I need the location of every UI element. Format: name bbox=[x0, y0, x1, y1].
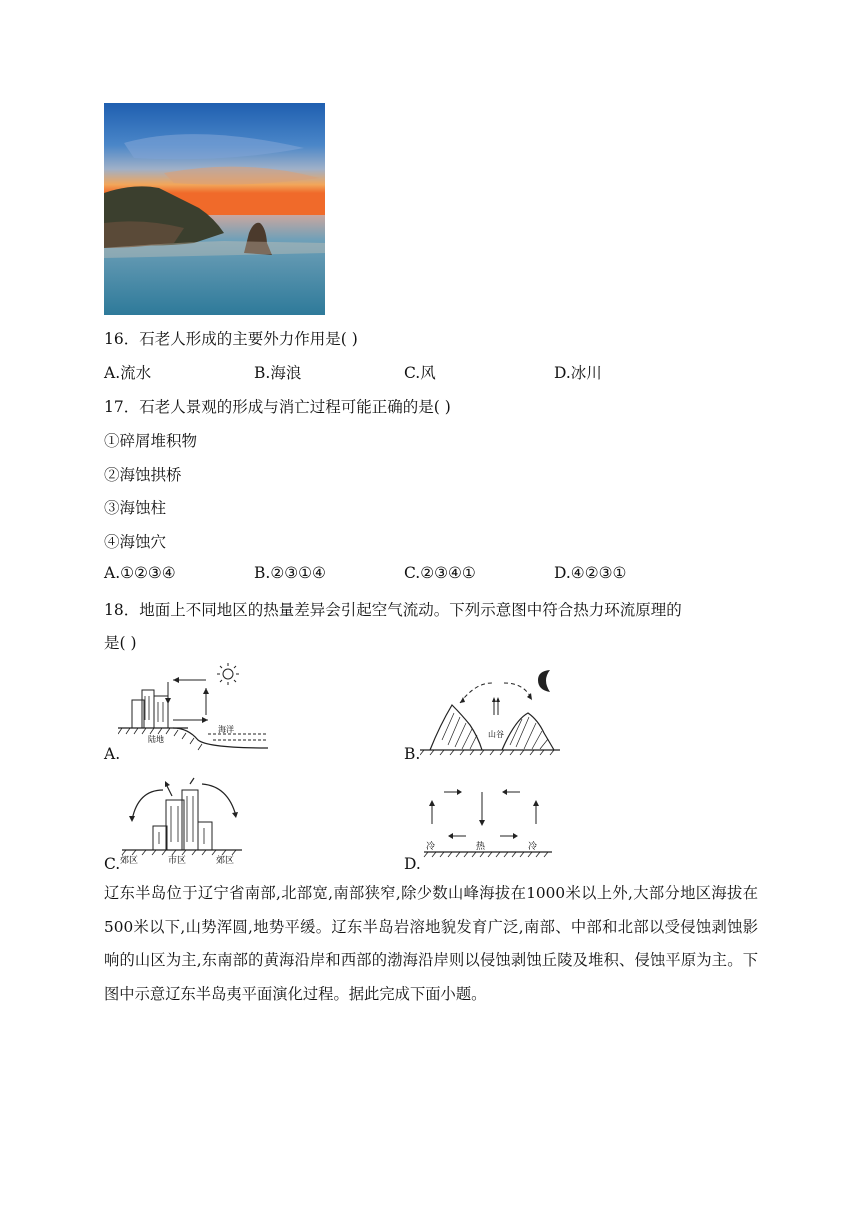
q18-d-hot-text: 热 bbox=[476, 842, 486, 852]
q16-option-b: B.海浪 bbox=[254, 364, 302, 382]
q18-a-land-text: 陆地 bbox=[148, 735, 164, 744]
q18-a-sea-text: 海洋 bbox=[218, 725, 234, 734]
sea-stack-photo bbox=[104, 103, 325, 315]
q18-stem-line1: 18．地面上不同地区的热量差异会引起空气流动。下列示意图中符合热力环流原理的 bbox=[104, 601, 682, 619]
q18-c-city-text: 市区 bbox=[168, 856, 187, 866]
q18-diagram-a-label: A. bbox=[104, 745, 121, 763]
q18-c-suburb-left-text: 郊区 bbox=[120, 856, 139, 866]
q17-item-4: ④海蚀穴 bbox=[104, 533, 167, 551]
passage-liaodong-peninsula: 辽东半岛位于辽宁省南部,北部宽,南部狭窄,除少数山峰海拔在1000米以上外,大部分地区海拔在500米以下,山势浑圆,地势平缓。辽东半岛岩溶地貌发育广泛,南部、中部和北部以受侵蚀剥蚀影响的山区为主,东南部的黄海沿岸和西部的渤海沿岸则以侵蚀剥蚀丘陵及堆积、侵蚀平原为主。下图中示意辽东半岛夷平面演化过程。据此完成下面小题。 bbox=[104, 884, 758, 1003]
q18-stem-line2: 是( ) bbox=[104, 634, 137, 652]
q17-option-d: D.④②③① bbox=[554, 564, 627, 582]
q18-diagram-c-label: C. bbox=[104, 855, 121, 873]
q18-diagram-d bbox=[420, 780, 560, 865]
q17-item-3: ③海蚀柱 bbox=[104, 499, 167, 517]
q18-diagram-b bbox=[420, 665, 580, 760]
sun-icon bbox=[217, 663, 239, 685]
q18-d-cold-left-text: 冷 bbox=[426, 842, 436, 852]
q16-option-c: C.风 bbox=[404, 364, 436, 382]
q16-option-a: A.流水 bbox=[104, 364, 152, 382]
q18-diagram-b-label: B. bbox=[404, 745, 421, 763]
q18-c-suburb-right-text: 郊区 bbox=[216, 856, 235, 866]
q18-diagram-c bbox=[118, 770, 258, 868]
q17-stem: 17．石老人景观的形成与消亡过程可能正确的是( ) bbox=[104, 398, 451, 416]
q18-b-valley-text: 山谷 bbox=[488, 730, 504, 739]
q17-item-2: ②海蚀拱桥 bbox=[104, 466, 182, 484]
q17-item-1: ①碎屑堆积物 bbox=[104, 432, 198, 450]
moon-icon bbox=[538, 670, 550, 692]
q18-diagram-a bbox=[118, 660, 278, 760]
q18-diagram-d-label: D. bbox=[404, 855, 421, 873]
q18-d-cold-right-text: 冷 bbox=[528, 842, 538, 852]
q16-stem: 16．石老人形成的主要外力作用是( ) bbox=[104, 330, 358, 348]
q16-option-d: D.冰川 bbox=[554, 364, 602, 382]
q17-option-b: B.②③①④ bbox=[254, 564, 326, 582]
q17-option-a: A.①②③④ bbox=[104, 564, 176, 582]
q17-option-c: C.②③④① bbox=[404, 564, 476, 582]
